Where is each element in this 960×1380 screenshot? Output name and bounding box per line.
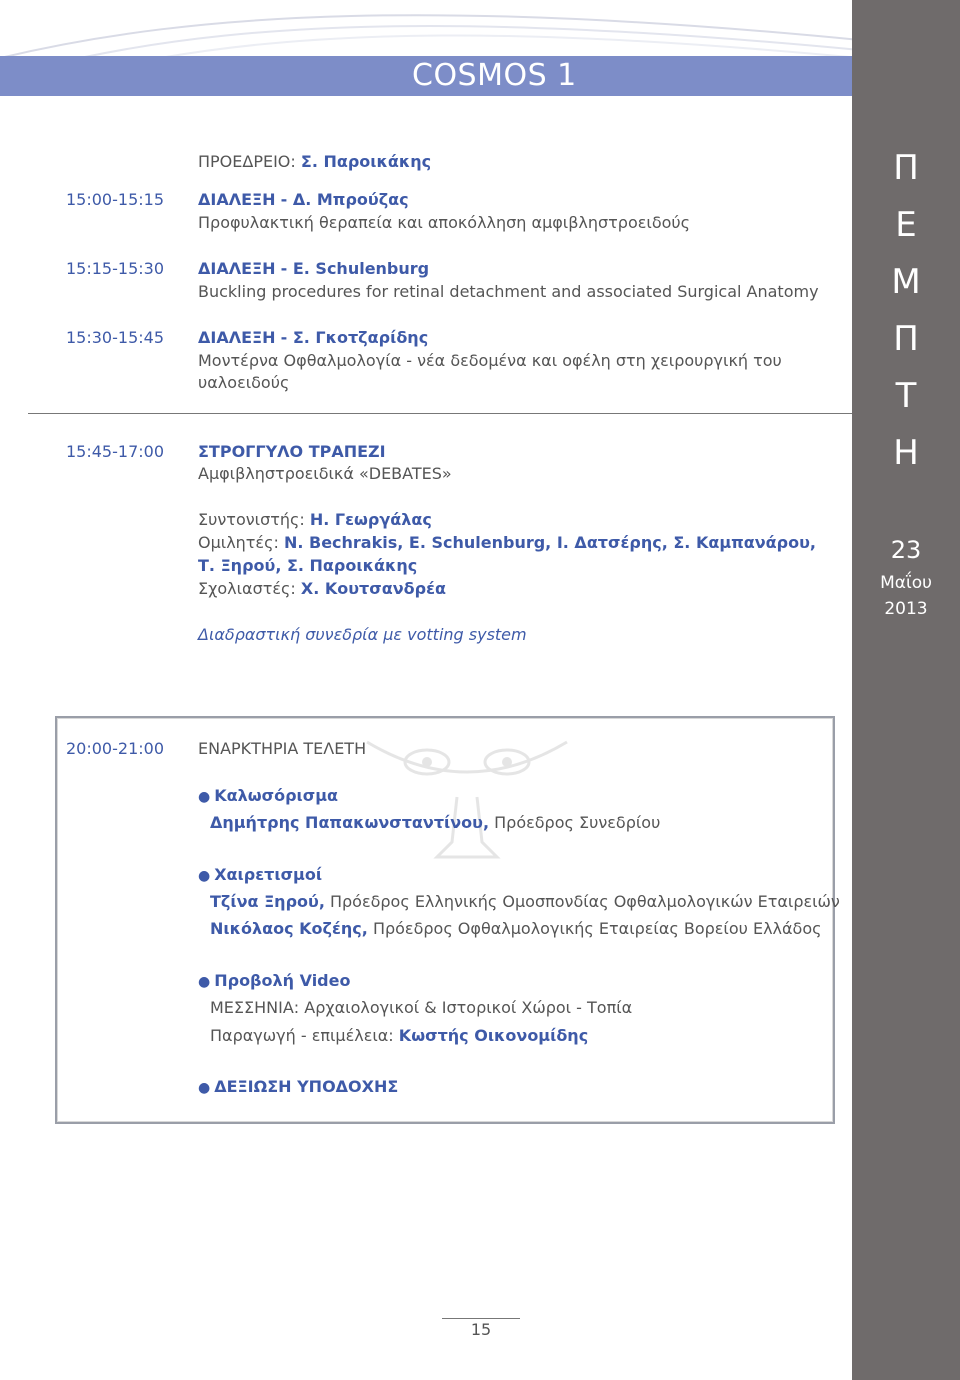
welcome-heading-text: Καλωσόρισμα (214, 786, 339, 805)
coordinator-name: Η. Γεωργάλας (309, 510, 432, 529)
decorative-arcs (0, 0, 860, 60)
session-title: Μοντέρνα Οφθαλμολογία - νέα δεδομένα και οφέλη στη χειρουργική του (198, 351, 782, 370)
greeting-speaker (210, 892, 840, 911)
page-number: 15 (470, 1320, 492, 1339)
commentators-label: Σχολιαστές: (198, 579, 296, 598)
sidebar-year: 2013 (884, 599, 928, 619)
session-type: ΔΙΑΛΕΞΗ (198, 328, 276, 347)
sidebar-letter: Τ (895, 376, 917, 416)
welcome-name: Δημήτρης Παπακωνσταντίνου, (210, 813, 490, 832)
presidium (198, 152, 431, 171)
greeting-role: Πρόεδρος Οφθαλμολογικής Εταιρείας Βορείου Ελλάδος (372, 919, 822, 938)
sidebar (852, 0, 960, 1380)
bullet-icon: ● (198, 1080, 211, 1096)
greeting-role: Πρόεδρος Ελληνικής Ομοσπονδίας Οφθαλμολογικών Εταιρειών (329, 892, 840, 911)
session-title-continued: υαλοειδούς (198, 373, 290, 392)
roundtable-speakers (198, 533, 816, 552)
greetings-heading (198, 865, 322, 884)
welcome-role: Πρόεδρος Συνεδρίου (494, 813, 661, 832)
session-time: 15:30-15:45 (66, 328, 164, 347)
sidebar-letter: Μ (891, 262, 921, 302)
producer-label: Παραγωγή - επιμέλεια: (210, 1026, 394, 1045)
session-speaker: - Σ. Γκοτζαρίδης (280, 328, 429, 347)
session-speaker: - Ε. Schulenburg (280, 259, 430, 278)
session-heading (198, 259, 429, 278)
speakers-label: Ομιλητές: (198, 533, 279, 552)
session-time: 15:00-15:15 (66, 190, 164, 209)
roundtable-note: Διαδραστική συνεδρία με votting system (198, 625, 527, 644)
video-heading-text: Προβολή Video (214, 971, 351, 990)
greetings-heading-text: Χαιρετισμοί (214, 865, 323, 884)
greeting-speaker (210, 919, 822, 938)
kylix-watermark-icon (357, 722, 577, 872)
session-title: Προφυλακτική θεραπεία και αποκόλληση αμφιβληστροειδούς (198, 213, 691, 232)
session-title: Buckling procedures for retinal detachment and associated Surgical Anatomy (198, 282, 819, 301)
sidebar-month: Μαΐου (880, 573, 932, 593)
presidium-label: ΠΡΟΕΔΡΕΙΟ: (198, 152, 296, 171)
coordinator-label: Συντονιστής: (198, 510, 305, 529)
reception-text: ΔΕΞΙΩΣΗ ΥΠΟΔΟΧΗΣ (214, 1077, 399, 1096)
producer-name: Κωστής Οικονομίδης (398, 1026, 589, 1045)
roundtable-coordinator (198, 510, 432, 529)
session-type: ΔΙΑΛΕΞΗ (198, 190, 276, 209)
speakers-names-continued: Τ. Ξηρού, Σ. Παροικάκης (198, 556, 418, 575)
session-type: ΔΙΑΛΕΞΗ (198, 259, 276, 278)
roundtable-time: 15:45-17:00 (66, 442, 164, 461)
bullet-icon: ● (198, 789, 211, 805)
video-producer (210, 1026, 588, 1045)
bullet-icon: ● (198, 974, 211, 990)
ceremony-title: ΕΝΑΡΚΤΗΡΙΑ ΤΕΛΕΤΗ (198, 739, 367, 758)
separator-line (28, 413, 852, 414)
roundtable-title: ΣΤΡΟΓΓΥΛΟ ΤΡΑΠΕΖΙ (198, 442, 386, 461)
video-description: ΜΕΣΣΗΝΙΑ: Αρχαιολογικοί & Ιστορικοί Χώροι - Τοπία (210, 998, 633, 1017)
welcome-speaker (210, 813, 660, 832)
page-number-rule (442, 1318, 520, 1319)
speakers-names: Ν. Bechrakis, E. Schulenburg, Ι. Δατσέρης, Σ. Καμπανάρου, (283, 533, 816, 552)
sidebar-letter: Π (893, 148, 919, 188)
roundtable-subtitle: Αμφιβληστροειδικά «DEBATES» (198, 464, 452, 483)
sidebar-letter: Η (893, 433, 919, 473)
reception-heading (198, 1077, 398, 1096)
greeting-name: Νικόλαος Κοζέης, (210, 919, 368, 938)
sidebar-letter: Ε (895, 205, 917, 245)
commentator-name: Χ. Κουτσανδρέα (300, 579, 446, 598)
sidebar-day: 23 (890, 536, 922, 564)
bullet-icon: ● (198, 868, 211, 884)
welcome-heading (198, 786, 338, 805)
session-heading (198, 328, 428, 347)
video-heading (198, 971, 350, 990)
greeting-name: Τζίνα Ξηρού, (210, 892, 325, 911)
sidebar-letter: Π (893, 319, 919, 359)
session-speaker: - Δ. Μπρούζας (280, 190, 409, 209)
session-time: 15:15-15:30 (66, 259, 164, 278)
presidium-name: Σ. Παροικάκης (300, 152, 432, 171)
header-title: COSMOS 1 (412, 58, 577, 93)
roundtable-commentators (198, 579, 446, 598)
ceremony-time: 20:00-21:00 (66, 739, 164, 758)
session-heading (198, 190, 409, 209)
